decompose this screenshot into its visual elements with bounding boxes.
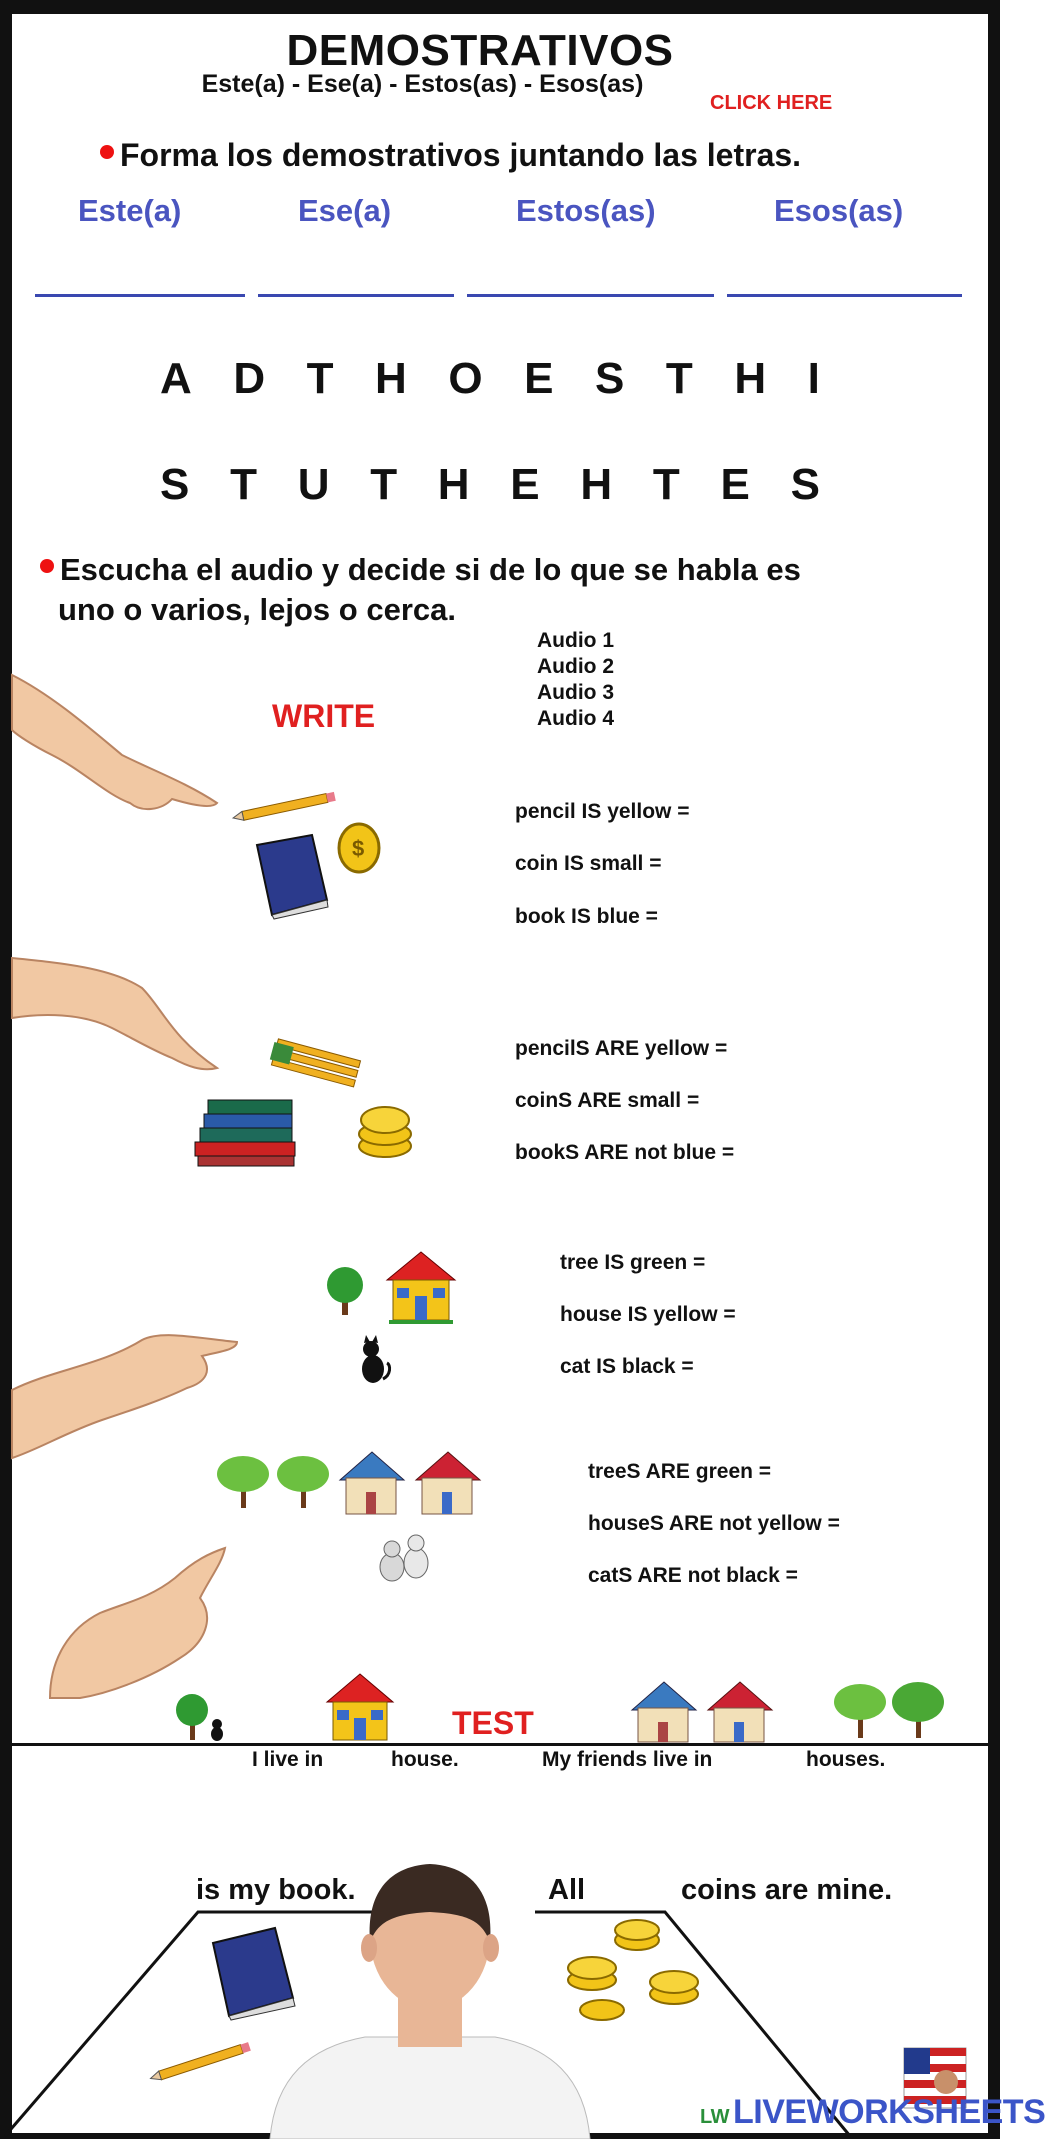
coin-icon: [336, 822, 382, 878]
sentence-2-start: My friends live in: [542, 1748, 713, 1771]
audio-1-button[interactable]: Audio 1: [537, 629, 614, 652]
answer-blank-2[interactable]: [735, 1772, 795, 1774]
houses-icon: [338, 1450, 483, 1518]
statement-pencil-is-yellow: pencil IS yellow =: [515, 800, 690, 823]
letter: E: [720, 460, 750, 509]
letter: U: [297, 460, 330, 509]
statement-house-is-yellow: house IS yellow =: [560, 1303, 736, 1326]
letter: S: [595, 354, 625, 403]
statement-cats-are-not-black: catS ARE not black =: [588, 1564, 798, 1587]
letter: T: [652, 460, 680, 509]
statement-coins-are-small: coinS ARE small =: [515, 1089, 700, 1112]
instruction-audio-line1: Escucha el audio y decide si de lo que se habla es: [60, 552, 801, 587]
page-title: DEMOSTRATIVOS: [286, 26, 674, 75]
pencils-icon: [268, 1040, 368, 1090]
pointing-hand-icon: [12, 1330, 242, 1460]
statement-pencils-are-yellow: pencilS ARE yellow =: [515, 1037, 728, 1060]
answer-blank-1[interactable]: [342, 1772, 386, 1774]
houses-icon: [630, 1680, 775, 1744]
book-icon: [252, 835, 332, 920]
liveworksheets-logo: [700, 2093, 1045, 2132]
letter: T: [230, 460, 257, 509]
statement-houses-are-not-yellow: houseS ARE not yellow =: [588, 1512, 840, 1535]
audio-3-button[interactable]: Audio 3: [537, 681, 614, 704]
letter: H: [580, 460, 613, 509]
statement-book-is-blue: book IS blue =: [515, 905, 658, 928]
test-label: TEST: [452, 1705, 534, 1741]
letter: H: [437, 460, 470, 509]
cats-icon: [372, 1525, 434, 1585]
statement-tree-is-green: tree IS green =: [560, 1251, 706, 1274]
cat-icon: [355, 1335, 391, 1385]
sentence-1-end: house.: [391, 1748, 459, 1771]
sentence-4-end: coins are mine.: [681, 1874, 893, 1906]
pointing-hand-icon: [40, 1548, 230, 1698]
instruction-audio-line2: uno o varios, lejos o cerca.: [58, 592, 456, 627]
letter: H: [375, 354, 407, 403]
coins-icon: [355, 1102, 415, 1162]
pointing-hand-icon: [12, 958, 222, 1078]
house-icon: [325, 1672, 395, 1744]
page-subtitle: Este(a) - Ese(a) - Estos(as) - Esos(as): [201, 70, 644, 98]
trees-icon: [215, 1450, 335, 1510]
book-icon: [205, 1928, 300, 2020]
answer-field-esos[interactable]: [727, 294, 962, 297]
pencil-icon: [148, 2042, 258, 2082]
instruction-letters: [100, 137, 801, 174]
letter: I: [807, 354, 820, 403]
sentence-3: is my book.: [196, 1874, 356, 1906]
coins-icon: [562, 1918, 712, 2028]
letter: H: [734, 354, 767, 403]
audio-list: [537, 628, 614, 732]
divider: [12, 1743, 988, 1746]
letter: T: [665, 354, 693, 403]
letters-row-1: [160, 354, 820, 404]
audio-2-button[interactable]: Audio 2: [537, 655, 614, 678]
bullet-icon: [40, 559, 54, 573]
answer-field-estos[interactable]: [467, 294, 714, 297]
trees-icon: [832, 1678, 947, 1740]
logo-prefix: LW: [700, 2106, 729, 2128]
sentence-4-start: All: [548, 1874, 586, 1906]
letter: T: [370, 460, 398, 509]
statement-trees-are-green: treeS ARE green =: [588, 1460, 772, 1483]
answer-field-ese[interactable]: [258, 294, 454, 297]
word-estos: Estos(as): [516, 193, 656, 228]
statement-coin-is-small: coin IS small =: [515, 852, 662, 875]
books-icon: [190, 1092, 300, 1172]
statement-books-are-not-blue: bookS ARE not blue =: [515, 1141, 735, 1164]
pencil-icon: [232, 792, 342, 822]
letter: O: [448, 354, 483, 403]
instruction-audio: [40, 552, 801, 588]
pointing-hand-icon: [12, 675, 222, 825]
letter: D: [233, 354, 266, 403]
sentence-2-end: houses.: [806, 1748, 886, 1771]
word-ese: Ese(a): [298, 193, 392, 228]
word-este: Este(a): [78, 193, 182, 228]
letters-row-2: [160, 460, 820, 510]
letter: S: [790, 460, 820, 509]
word-esos: Esos(as): [774, 193, 904, 228]
click-here-link[interactable]: CLICK HERE: [710, 92, 833, 114]
write-label: WRITE: [272, 698, 376, 734]
house-icon: [385, 1250, 457, 1325]
letter: S: [160, 460, 190, 509]
tree-icon: [322, 1265, 368, 1317]
audio-4-button[interactable]: Audio 4: [537, 707, 614, 730]
statement-cat-is-black: cat IS black =: [560, 1355, 694, 1378]
letter: E: [524, 354, 554, 403]
bullet-icon: [100, 145, 114, 159]
svg-text:$: $: [352, 836, 365, 861]
letter: T: [306, 354, 334, 403]
tree-cat-icon: [170, 1692, 230, 1742]
sentence-1-start: I live in: [252, 1748, 324, 1771]
logo-text: LIVEWORKSHEETS: [733, 2093, 1045, 2131]
letter: A: [160, 354, 192, 403]
letter: E: [510, 460, 540, 509]
instruction-letters-text: Forma los demostrativos juntando las letras.: [120, 137, 802, 173]
answer-field-este[interactable]: [35, 294, 245, 297]
